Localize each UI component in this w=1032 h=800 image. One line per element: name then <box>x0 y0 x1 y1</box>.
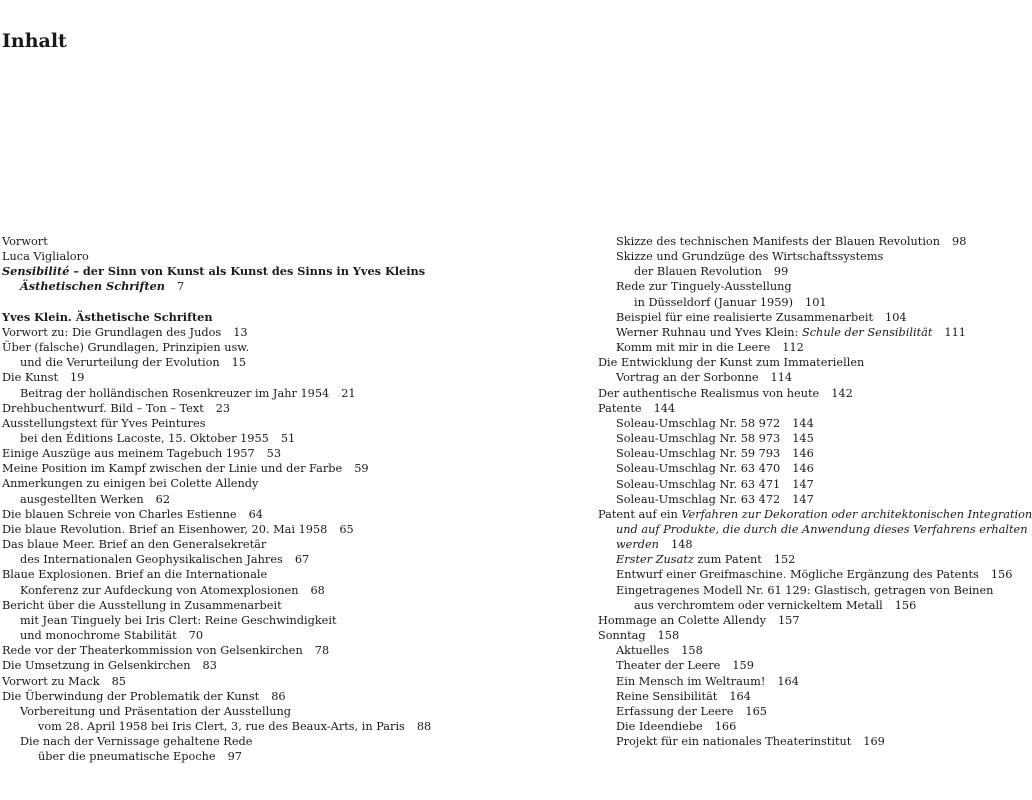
toc-entry: vom 28. April 1958 bei Iris Clert, 3, rue des Beaux-Arts, in Paris 88 <box>38 719 432 733</box>
page-number: 15 <box>231 356 247 370</box>
toc-entry: und monochrome Stabilität 70 <box>20 629 204 643</box>
toc-entry: des Internationalen Geophysikalischen Jahres 67 <box>20 553 310 567</box>
toc-entry: Beispiel für eine realisierte Zusammenarbeit 104 <box>616 310 907 324</box>
page-number: 147 <box>792 492 814 506</box>
toc-entry: Projekt für ein nationales Theaterinstitut 169 <box>616 735 885 749</box>
toc-entry: Blaue Explosionen. Brief an die Internationale <box>2 568 268 582</box>
toc-entry: Beitrag der holländischen Rosenkreuzer im Jahr 1954 21 <box>20 386 356 400</box>
toc-entry: Vorbereitung und Präsentation der Ausstellung <box>20 704 291 718</box>
toc-entry: Rede vor der Theaterkommission von Gelsenkirchen 78 <box>2 644 330 658</box>
toc-entry: und auf Produkte, die durch die Anwendung dieses Verfahrens erhalten <box>616 522 1028 536</box>
page-number: 59 <box>354 462 369 476</box>
page-number: 85 <box>111 674 126 688</box>
toc-entry: Skizze des technischen Manifests der Blauen Revolution 98 <box>616 235 967 248</box>
section-heading: Yves Klein. Ästhetische Schriften <box>2 309 213 324</box>
page-number: 142 <box>831 386 853 400</box>
page-number: 166 <box>714 720 737 733</box>
toc-entry: Vorwort zu: Die Grundlagen des Judos 13 <box>2 325 248 339</box>
page-number: 70 <box>188 629 204 643</box>
toc-author: Luca Viglialoro <box>2 250 89 264</box>
toc-right-column <box>598 234 1032 749</box>
toc-entry: Anmerkungen zu einigen bei Colette Allendy <box>2 477 259 491</box>
page-number: 86 <box>271 689 286 703</box>
toc-entry: Sonntag 158 <box>598 629 680 643</box>
toc-entry: Die Kunst 19 <box>2 371 85 385</box>
toc-entry: aus verchromtem oder vernickeltem Metall 156 <box>634 598 917 612</box>
toc-entry: Konferenz zur Aufdeckung von Atomexplosionen 68 <box>20 583 325 597</box>
toc-left-column <box>2 234 577 764</box>
page-number: 164 <box>729 689 751 703</box>
toc-entry: Die blaue Revolution. Brief an Eisenhower, 20. Mai 1958 65 <box>2 522 354 536</box>
page-number: 144 <box>653 401 676 415</box>
page-number: 169 <box>863 735 885 749</box>
page-number: 13 <box>233 325 248 339</box>
toc-entry: Rede zur Tinguely-Ausstellung <box>616 280 792 294</box>
page-number: 147 <box>792 477 814 491</box>
page-number: 165 <box>745 704 767 718</box>
page-number: 98 <box>952 235 967 248</box>
page-number: 51 <box>280 432 296 446</box>
toc-entry: Bericht über die Ausstellung in Zusammenarbeit <box>2 598 282 612</box>
toc-entry: Patente 144 <box>598 401 676 415</box>
toc-entry: über die pneumatische Epoche 97 <box>38 750 242 764</box>
page-number: 53 <box>266 447 282 461</box>
page-number: 19 <box>70 371 85 385</box>
page-number: 21 <box>341 386 356 400</box>
page-number: 78 <box>314 644 330 658</box>
toc-entry: Reine Sensibilität 164 <box>616 689 751 703</box>
toc-entry: Aktuelles 158 <box>616 644 703 658</box>
page-number: 157 <box>777 613 800 627</box>
toc-entry: mit Jean Tinguely bei Iris Clert: Reine Geschwindigkeit <box>20 613 337 627</box>
page-number: 97 <box>227 750 242 764</box>
toc-entry: Die Ideendiebe 166 <box>616 720 737 733</box>
page-number: 62 <box>155 492 171 506</box>
toc-entry: Eingetragenes Modell Nr. 61 129: Glastisch, getragen von Beinen <box>616 583 994 597</box>
page-number: 112 <box>782 341 804 355</box>
toc-entry: Entwurf einer Greifmaschine. Mögliche Ergänzung des Patents 156 <box>616 568 1013 582</box>
toc-entry: in Düsseldorf (Januar 1959) 101 <box>634 295 827 309</box>
page-number: 68 <box>310 583 325 597</box>
toc-entry: Soleau-Umschlag Nr. 63 471 147 <box>616 477 814 491</box>
page-title: Inhalt <box>2 30 67 52</box>
page-number: 114 <box>770 371 793 385</box>
toc-entry: Patent auf ein Verfahren zur Dekoration oder architektonischen Integration <box>598 507 1032 521</box>
toc-entry: ausgestellten Werken 62 <box>20 492 171 506</box>
toc-entry: und die Verurteilung der Evolution 15 <box>20 356 247 370</box>
toc-entry: bei den Éditions Lacoste, 15. Oktober 1955 51 <box>20 432 296 446</box>
page-number: 158 <box>657 629 680 643</box>
page-number: 148 <box>670 538 693 552</box>
toc-entry: Skizze und Grundzüge des Wirtschaftssystems <box>616 250 884 264</box>
toc-entry: Erster Zusatz zum Patent 152 <box>616 553 796 567</box>
page-number: 88 <box>416 719 432 733</box>
page-number: 99 <box>773 265 789 279</box>
toc-entry: Die blauen Schreie von Charles Estienne 64 <box>2 507 263 521</box>
toc-entry: Die Überwindung der Problematik der Kunst 86 <box>2 689 286 703</box>
page-number: 158 <box>681 644 703 658</box>
toc-entry: Die Entwicklung der Kunst zum Immateriellen <box>598 356 865 370</box>
page-number: 83 <box>202 659 217 673</box>
page-number: 64 <box>248 507 263 521</box>
page-number: 156 <box>990 568 1013 582</box>
toc-entry: Die nach der Vernissage gehaltene Rede <box>20 735 253 749</box>
toc-entry: Vortrag an der Sorbonne 114 <box>616 371 793 385</box>
toc-entry: Vorwort <box>2 235 48 248</box>
toc-entry: Drehbuchentwurf. Bild – Ton – Text 23 <box>2 401 231 415</box>
page-number: 104 <box>885 310 907 324</box>
page-number: 156 <box>894 598 917 612</box>
toc-entry: Theater der Leere 159 <box>616 659 754 673</box>
toc-entry: Hommage an Colette Allendy 157 <box>598 613 800 627</box>
page-number: 101 <box>805 295 827 309</box>
toc-entry: Ästhetischen Schriften 7 <box>20 279 185 294</box>
page-number: 152 <box>773 553 796 567</box>
toc-entry: Sensibilité – der Sinn von Kunst als Kunst des Sinns in Yves Kleins <box>2 264 426 279</box>
toc-entry: Soleau-Umschlag Nr. 58 972 144 <box>616 416 814 430</box>
toc-entry: Werner Ruhnau und Yves Klein: Schule der Sensibilität 111 <box>616 325 966 339</box>
page-number: 159 <box>732 659 754 673</box>
toc-entry: Ausstellungstext für Yves Peintures <box>2 416 206 430</box>
toc-entry: werden 148 <box>616 538 693 552</box>
page-number: 65 <box>339 522 354 536</box>
toc-entry: Über (falsche) Grundlagen, Prinzipien usw. <box>2 341 250 355</box>
page-number: 67 <box>294 553 310 567</box>
page-number: 146 <box>792 462 814 476</box>
toc-entry: Meine Position im Kampf zwischen der Linie und der Farbe 59 <box>2 462 369 476</box>
toc-entry: der Blauen Revolution 99 <box>634 265 789 279</box>
toc-entry: Soleau-Umschlag Nr. 58 973 145 <box>616 432 814 446</box>
toc-entry: Komm mit mir in die Leere 112 <box>616 341 804 355</box>
page-number: 111 <box>944 325 966 339</box>
toc-entry: Erfassung der Leere 165 <box>616 704 767 718</box>
toc-entry: Die Umsetzung in Gelsenkirchen 83 <box>2 659 217 673</box>
toc-entry: Vorwort zu Mack 85 <box>2 674 126 688</box>
toc-entry: Einige Auszüge aus meinem Tagebuch 1957 53 <box>2 447 282 461</box>
page-number: 144 <box>792 416 814 430</box>
toc-entry: Soleau-Umschlag Nr. 59 793 146 <box>616 447 814 461</box>
toc-entry: Soleau-Umschlag Nr. 63 470 146 <box>616 462 814 476</box>
toc-entry: Ein Mensch im Weltraum! 164 <box>616 674 799 688</box>
page-number: 164 <box>777 674 799 688</box>
page-number: 146 <box>792 447 814 461</box>
page-number: 7 <box>177 280 185 294</box>
toc-entry: Soleau-Umschlag Nr. 63 472 147 <box>616 492 814 506</box>
toc-entry: Das blaue Meer. Brief an den Generalsekretär <box>2 538 267 552</box>
page-number: 145 <box>792 432 814 446</box>
page-number: 23 <box>215 401 231 415</box>
toc-entry: Der authentische Realismus von heute 142 <box>598 386 853 400</box>
